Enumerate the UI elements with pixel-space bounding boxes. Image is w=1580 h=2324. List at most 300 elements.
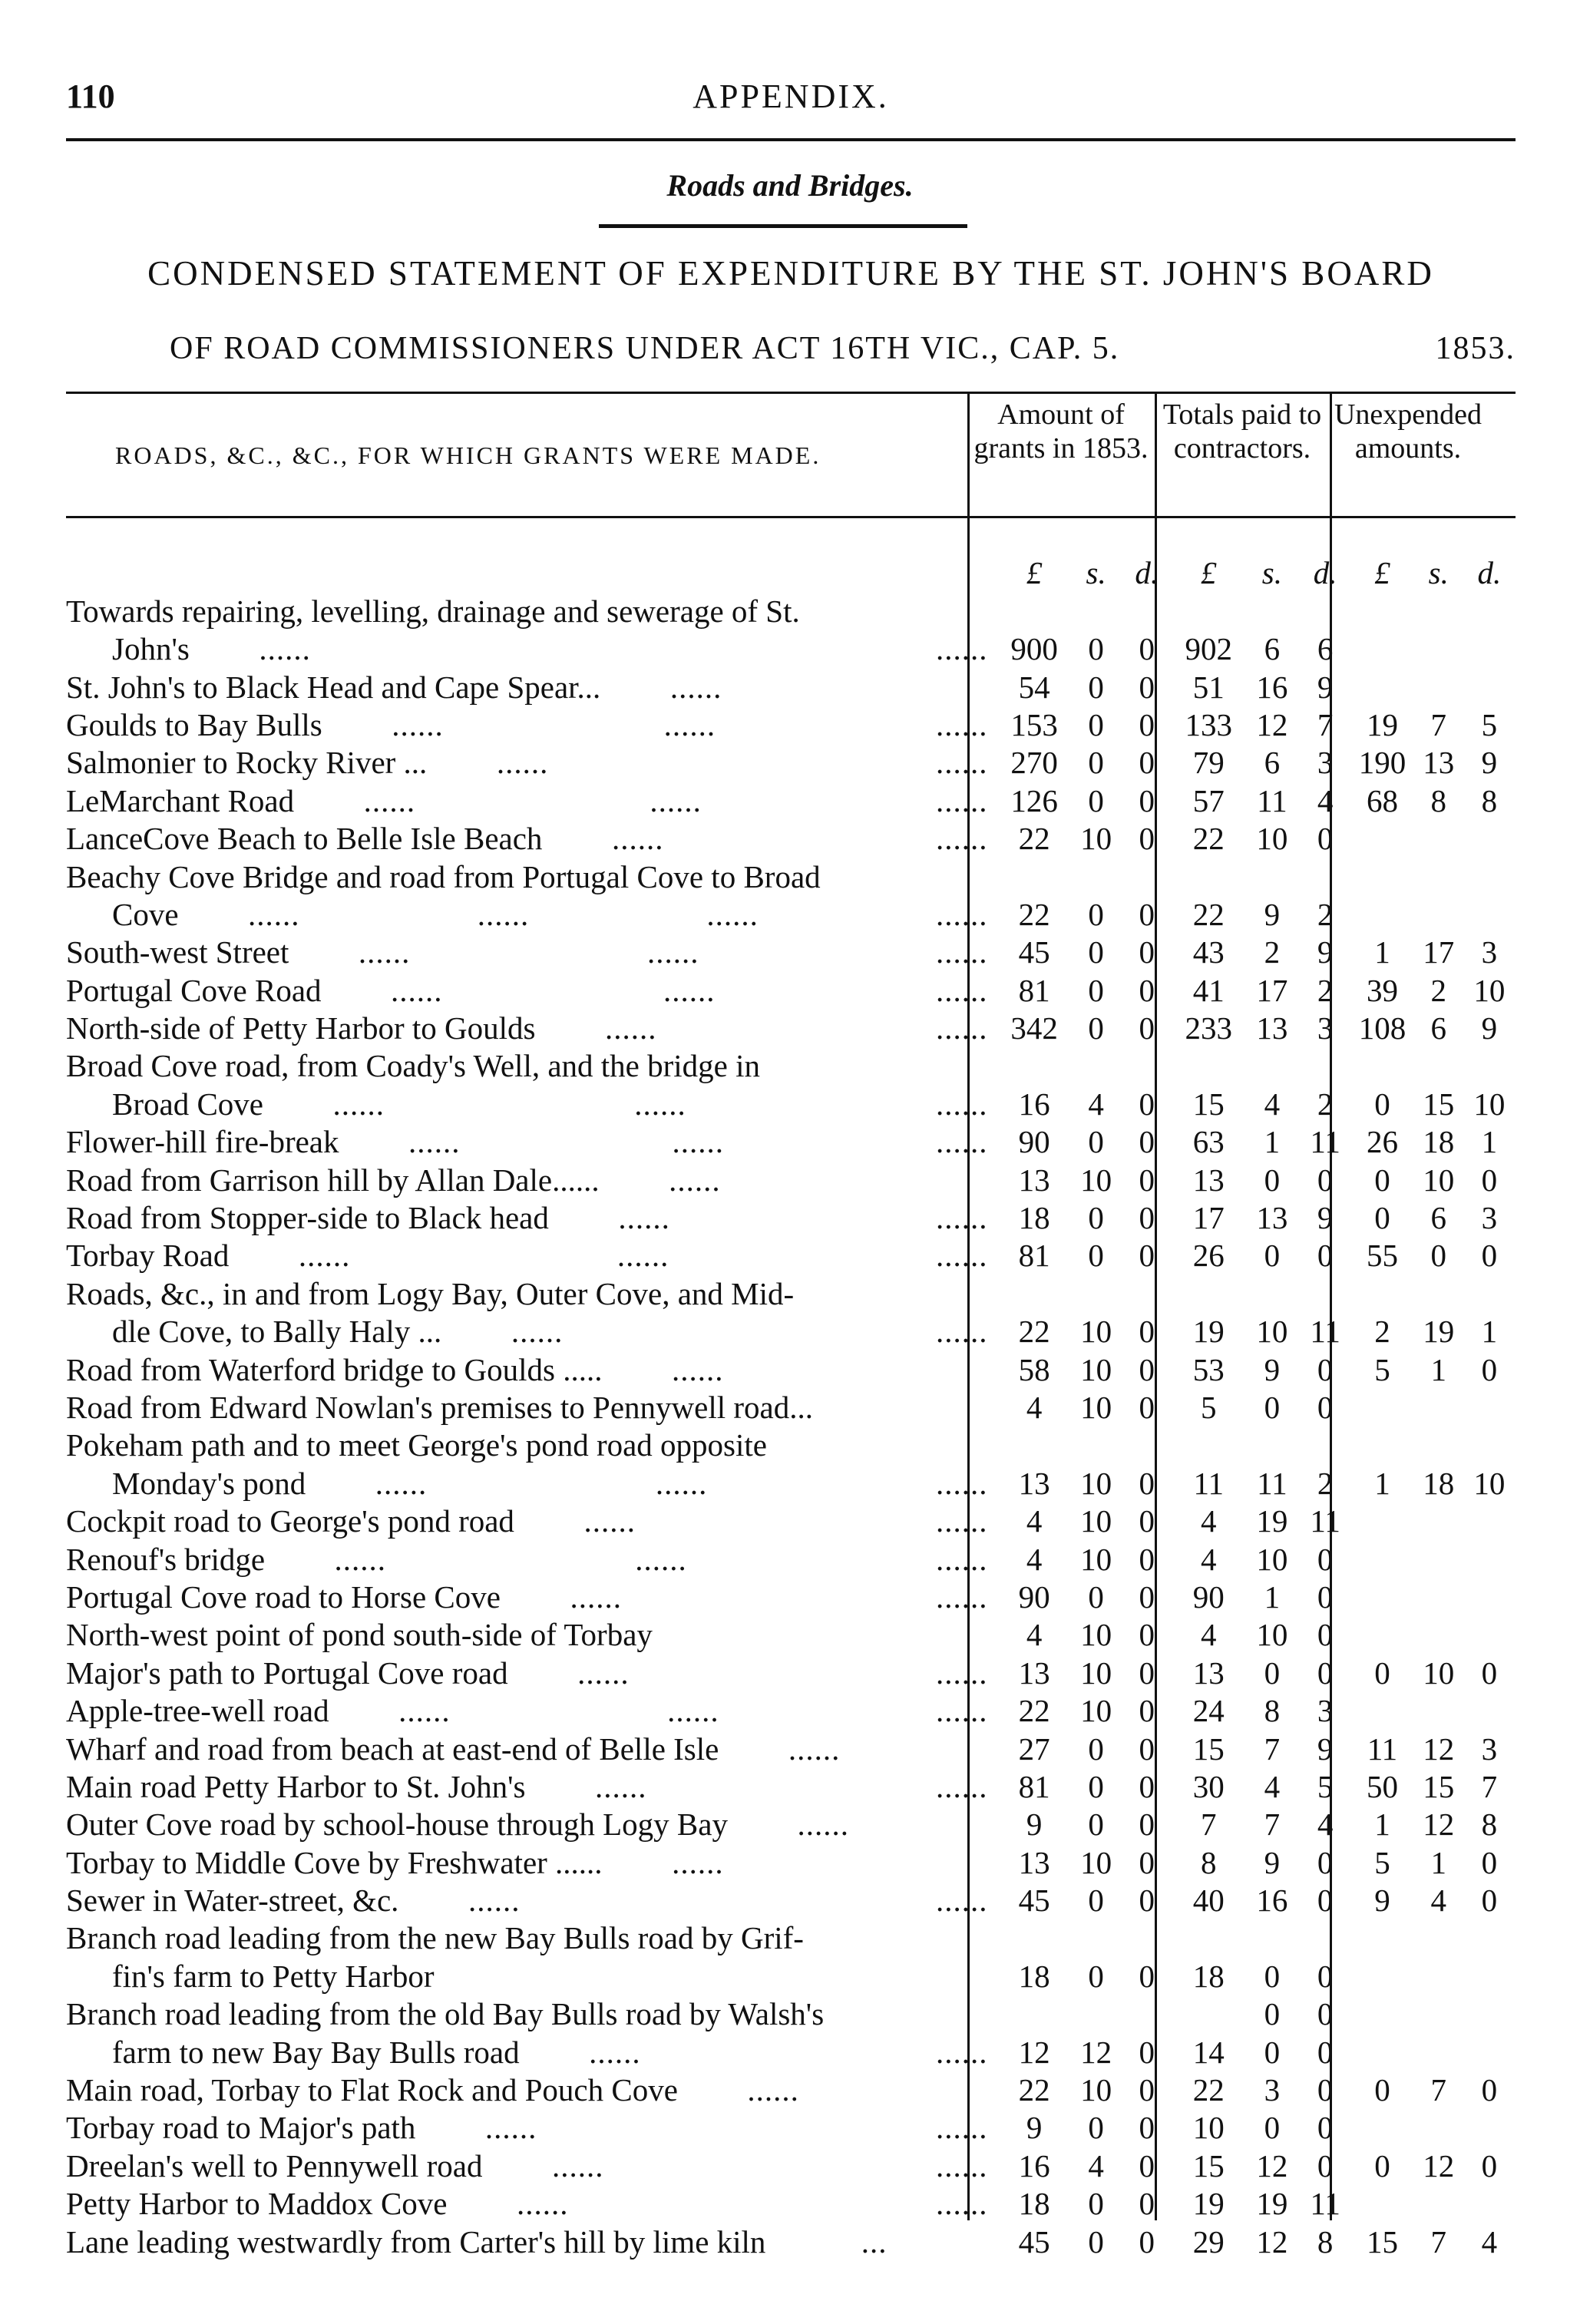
leader-dot-group: ...... (484, 2110, 537, 2146)
row-description-wrap (66, 1351, 997, 1389)
leader-dot-group: ...... (936, 1465, 988, 1501)
row-description-wrap (66, 630, 997, 668)
grant-shillings (1072, 858, 1121, 895)
grant-pounds: 22 (1018, 821, 1050, 857)
leader-dot-group: ...... (616, 1238, 669, 1274)
unexpended-pence: 7 (1481, 1768, 1498, 1804)
grant-pence: 0 (1139, 896, 1155, 932)
grant-shillings: 10 (1080, 1844, 1112, 1880)
grant-shillings: 0 (1088, 1238, 1104, 1274)
leader-dots (427, 744, 987, 782)
row-description-wrap (66, 2185, 997, 2223)
row-description: LanceCove Beach to Belle Isle Beach (66, 821, 543, 857)
unexpended-shillings: 18 (1423, 1465, 1455, 1501)
unexpended-shillings: 7 (1430, 706, 1447, 742)
row-description-cell (66, 1730, 997, 1767)
paid-shillings: 12 (1256, 706, 1288, 742)
paid-shillings: 0 (1264, 1162, 1281, 1198)
paid-shillings (1244, 858, 1300, 895)
leader-dot-group: ...... (936, 1883, 988, 1919)
grant-shillings: 4 (1088, 2147, 1104, 2184)
paid-pence: 4 (1317, 1807, 1334, 1843)
grant-pence: 0 (1139, 1238, 1155, 1274)
paid-pounds: 19 (1192, 2186, 1225, 2222)
unexpended-shillings: 15 (1423, 1086, 1455, 1122)
leader-dots (765, 2223, 987, 2261)
leader-dot-group: ...... (672, 1124, 725, 1160)
paid-shillings: 9 (1264, 1844, 1281, 1880)
leader-dot-group: ...... (936, 1314, 988, 1350)
leader-dot-group: ...... (570, 1579, 622, 1615)
grant-pounds: 342 (1010, 1010, 1058, 1046)
grant-pence: 0 (1139, 706, 1155, 742)
grant-pence (1121, 1426, 1173, 1464)
row-description-cell (66, 1768, 997, 1806)
unexpended-pence: 9 (1481, 1010, 1498, 1046)
unit-label: £ (1026, 555, 1043, 591)
grant-pence (1121, 858, 1173, 895)
row-description-wrap (66, 1768, 997, 1806)
row-description-cell (66, 1313, 997, 1350)
leader-dots (603, 1351, 988, 1389)
grant-shillings: 4 (1088, 1086, 1104, 1122)
paid-pounds: 63 (1192, 1124, 1225, 1160)
unexpended-pounds: 0 (1374, 2072, 1390, 2108)
unexpended-shillings: 18 (1423, 1124, 1455, 1160)
grant-pounds (997, 1274, 1072, 1312)
unexpended-pounds (1350, 1540, 1414, 1578)
leader-dot-group: ...... (408, 1124, 461, 1160)
grant-pence: 0 (1139, 1883, 1155, 1919)
grant-shillings (1072, 592, 1121, 630)
grant-pounds: 16 (1018, 1086, 1050, 1122)
leader-dot-group: ...... (936, 1124, 988, 1160)
row-description: Portugal Cove road to Horse Cove (66, 1579, 501, 1615)
grant-pounds: 4 (1026, 1617, 1043, 1653)
grant-pounds: 13 (1018, 1465, 1050, 1501)
paid-shillings: 7 (1264, 1731, 1281, 1767)
row-description: South-west Street (66, 934, 289, 970)
leader-dot-group: ...... (936, 1503, 988, 1539)
grant-pounds: 81 (1018, 1768, 1050, 1804)
leader-dot-group: ...... (747, 2072, 799, 2108)
table-row (66, 1274, 1516, 1312)
row-description-cell (66, 2109, 997, 2147)
leader-dot-group: ...... (635, 1541, 687, 1577)
grant-pence: 0 (1139, 1541, 1155, 1577)
header-rule (66, 138, 1516, 141)
leader-dot-group: ...... (936, 1200, 988, 1236)
leader-dot-group: ...... (392, 706, 444, 742)
grant-pounds: 22 (1018, 2072, 1050, 2108)
unexpended-pounds: 1 (1374, 934, 1390, 970)
unexpended-pence: 3 (1481, 934, 1498, 970)
leader-dot-group: ...... (672, 1351, 724, 1387)
row-description-wrap (66, 1616, 997, 1654)
grant-shillings: 10 (1080, 1655, 1112, 1691)
paid-shillings: 10 (1256, 1541, 1288, 1577)
leader-dot-group: ...... (669, 1162, 721, 1198)
paid-shillings: 9 (1264, 1351, 1281, 1387)
grant-pounds: 45 (1018, 1883, 1050, 1919)
unexpended-pounds: 0 (1374, 2147, 1390, 2184)
row-description-wrap (66, 1123, 997, 1161)
row-description-wrap (66, 1465, 997, 1503)
paid-pence: 3 (1317, 745, 1334, 781)
unexpended-pence: 0 (1481, 1351, 1498, 1387)
grant-pence: 0 (1139, 1503, 1155, 1539)
row-description: Torbay road to Major's path (66, 2110, 416, 2146)
grant-shillings: 10 (1080, 1617, 1112, 1653)
leader-dot-group: ...... (672, 1844, 724, 1880)
leader-dots (600, 1162, 988, 1199)
row-description-cell (66, 820, 997, 858)
row-description: Apple-tree-well road (66, 1693, 329, 1729)
row-description: Cockpit road to George's pond road (66, 1503, 514, 1539)
grant-shillings (1072, 1995, 1121, 2033)
paid-pounds: 15 (1192, 2147, 1225, 2184)
leader-dot-group: ...... (706, 896, 759, 932)
grant-pence: 0 (1139, 1693, 1155, 1729)
table-row (66, 592, 1516, 630)
row-description: North-side of Petty Harbor to Goulds (66, 1010, 536, 1046)
paid-pence (1300, 858, 1350, 895)
row-description-cell (66, 1426, 997, 1464)
row-description: Cove (112, 896, 179, 932)
unexpended-shillings (1414, 1540, 1463, 1578)
table-row (66, 1085, 1516, 1122)
paid-pounds (1173, 1274, 1244, 1312)
section-title: Roads and Bridges. (666, 168, 914, 203)
unexpended-shillings: 6 (1430, 1200, 1447, 1236)
paid-pounds: 17 (1192, 1200, 1225, 1236)
paid-pence: 0 (1317, 1996, 1334, 2032)
table-row (66, 1199, 1516, 1237)
unexpended-pence (1463, 1503, 1516, 1540)
grant-pence: 0 (1139, 821, 1155, 857)
row-description-wrap (66, 1844, 997, 1882)
grant-shillings: 0 (1088, 2186, 1104, 2222)
paid-pounds: 90 (1192, 1579, 1225, 1615)
grant-shillings: 10 (1080, 1351, 1112, 1387)
paid-pence: 0 (1317, 2147, 1334, 2184)
paid-pounds: 8 (1201, 1844, 1217, 1880)
leader-dot-group: ...... (611, 821, 664, 857)
row-description-cell (66, 2147, 997, 2184)
leader-dot-group: ... (861, 2223, 888, 2260)
unexpended-shillings: 12 (1423, 1731, 1455, 1767)
expenditure-table (66, 554, 1516, 2261)
paid-shillings: 11 (1257, 782, 1287, 818)
paid-pounds: 13 (1192, 1655, 1225, 1691)
row-description-cell (66, 1389, 997, 1426)
table-row (66, 1047, 1516, 1085)
unexpended-pounds: 5 (1374, 1844, 1390, 1880)
paid-pence: 0 (1317, 1844, 1334, 1880)
paid-pence: 0 (1317, 1617, 1334, 1653)
paid-shillings: 1 (1264, 1124, 1281, 1160)
paid-pence: 0 (1317, 1541, 1334, 1577)
grant-shillings: 0 (1088, 706, 1104, 742)
unexpended-shillings (1414, 1995, 1463, 2033)
grant-pence: 0 (1139, 1617, 1155, 1653)
paid-shillings (1244, 1047, 1300, 1085)
row-description-cell (66, 1123, 997, 1161)
unexpended-pounds: 0 (1374, 1655, 1390, 1691)
unexpended-pence (1463, 668, 1516, 706)
grant-shillings: 0 (1088, 1579, 1104, 1615)
grant-shillings: 10 (1080, 1465, 1112, 1501)
unexpended-pounds (1350, 1274, 1414, 1312)
paid-pounds: 40 (1192, 1883, 1225, 1919)
unexpended-pounds: 11 (1367, 1731, 1398, 1767)
row-description: Road from Edward Nowlan's premises to Pennywell road... (66, 1389, 813, 1425)
unexpended-shillings (1414, 1389, 1463, 1426)
grant-shillings: 0 (1088, 972, 1104, 1008)
unexpended-pence: 3 (1481, 1731, 1498, 1767)
grant-shillings: 10 (1080, 1314, 1112, 1350)
table-row (66, 1995, 1516, 2033)
paid-pence: 8 (1317, 2223, 1334, 2260)
row-description-cell (66, 1995, 997, 2033)
row-description: Sewer in Water-street, &c. (66, 1883, 399, 1919)
leader-dots (179, 896, 988, 934)
grant-pence: 0 (1139, 1465, 1155, 1501)
unit-label: s. (1428, 555, 1449, 591)
unexpended-shillings (1414, 896, 1463, 934)
leader-dot-group: ...... (589, 2034, 641, 2070)
row-description-cell (66, 1579, 997, 1616)
grant-pounds (997, 1047, 1072, 1085)
unexpended-pounds: 15 (1366, 2223, 1398, 2260)
unexpended-shillings: 10 (1423, 1655, 1455, 1691)
grant-pence: 0 (1139, 2034, 1155, 2070)
unexpended-shillings (1414, 858, 1463, 895)
row-description: dle Cove, to Bally Haly ... (112, 1314, 442, 1350)
row-description-wrap (66, 934, 997, 971)
leader-dot-group: ...... (936, 1579, 988, 1615)
grant-pounds: 54 (1018, 669, 1050, 705)
unexpended-pence (1463, 1579, 1516, 1616)
grant-pence: 0 (1139, 631, 1155, 667)
unexpended-pounds: 5 (1374, 1351, 1390, 1387)
unexpended-pence (1463, 1274, 1516, 1312)
grant-pence: 0 (1139, 669, 1155, 705)
unexpended-pounds (1350, 1579, 1414, 1616)
unexpended-pence: 0 (1481, 1238, 1498, 1274)
grant-pence (1121, 1274, 1173, 1312)
grant-shillings (1072, 1047, 1121, 1085)
unexpended-shillings (1414, 2109, 1463, 2147)
table-row (66, 1161, 1516, 1198)
row-description-cell (66, 1237, 997, 1274)
paid-pounds (1173, 858, 1244, 895)
unexpended-shillings (1414, 2185, 1463, 2223)
row-description: Torbay Road (66, 1238, 230, 1274)
paid-pence: 0 (1317, 2034, 1334, 2070)
unexpended-pence: 1 (1481, 1314, 1498, 1350)
unexpended-pence (1463, 1047, 1516, 1085)
unexpended-pounds (1350, 1995, 1414, 2033)
grant-shillings: 0 (1088, 934, 1104, 970)
unexpended-pounds: 1 (1374, 1807, 1390, 1843)
unexpended-pence (1463, 1995, 1516, 2033)
grant-pence: 0 (1139, 972, 1155, 1008)
row-description-wrap (66, 1503, 997, 1540)
table-row (66, 1882, 1516, 1919)
unexpended-pence (1463, 1692, 1516, 1730)
unexpended-pence (1463, 1389, 1516, 1426)
unit-label: d. (1135, 555, 1159, 591)
row-description-wrap (66, 2147, 997, 2185)
leader-dot-group: ...... (298, 1238, 351, 1274)
grant-pounds (997, 858, 1072, 895)
grant-pounds (997, 1919, 1072, 1957)
row-description-wrap (66, 1162, 997, 1199)
paid-pence: 9 (1317, 1200, 1334, 1236)
row-description: Main road Petty Harbor to St. John's (66, 1768, 526, 1804)
leader-dots (294, 782, 987, 820)
paid-shillings: 9 (1264, 896, 1281, 932)
leader-dot-group: ...... (646, 934, 699, 970)
paid-pounds: 233 (1185, 1010, 1233, 1046)
unexpended-pounds (1350, 1389, 1414, 1426)
leader-dot-group: ...... (391, 972, 443, 1008)
row-description: Branch road leading from the old Bay Bulls road by Walsh's (66, 1996, 825, 2032)
leader-dots (603, 1844, 988, 1882)
table-row (66, 1503, 1516, 1540)
row-description-cell (66, 2185, 997, 2223)
leader-dots (289, 934, 987, 971)
unexpended-shillings: 10 (1423, 1162, 1455, 1198)
grant-pence: 0 (1139, 782, 1155, 818)
table-row (66, 668, 1516, 706)
table-top-rule (66, 392, 1516, 394)
leader-dots (329, 1692, 988, 1730)
unexpended-pence: 0 (1481, 1162, 1498, 1198)
unexpended-shillings: 19 (1423, 1314, 1455, 1350)
leader-dot-group: ...... (936, 1655, 988, 1691)
leader-dots (415, 2109, 987, 2147)
grant-shillings: 0 (1088, 1883, 1104, 1919)
paid-shillings: 13 (1256, 1200, 1288, 1236)
grant-pence: 0 (1139, 1844, 1155, 1880)
row-description-cell (66, 1882, 997, 1919)
leader-dot-group: ...... (398, 1693, 451, 1729)
unexpended-shillings (1414, 1503, 1463, 1540)
paid-shillings (1244, 1919, 1300, 1957)
paid-shillings: 19 (1256, 2186, 1288, 2222)
paid-pence: 11 (1310, 1503, 1340, 1539)
unexpended-shillings (1414, 668, 1463, 706)
row-description-cell (66, 782, 997, 819)
unexpended-shillings: 13 (1423, 745, 1455, 781)
row-description: Monday's pond (112, 1465, 306, 1501)
leader-dots (483, 2147, 988, 2185)
leader-dot-group: ...... (663, 972, 716, 1008)
unexpended-pounds (1350, 2109, 1414, 2147)
paid-pounds: 902 (1185, 631, 1233, 667)
grant-shillings: 10 (1080, 1693, 1112, 1729)
leader-dot-group: ...... (468, 1883, 521, 1919)
row-description-cell (66, 1161, 997, 1198)
leader-dots (536, 1010, 988, 1047)
row-description-cell (66, 1085, 997, 1122)
unexpended-pence: 0 (1481, 1883, 1498, 1919)
leader-dot-group: ...... (552, 2147, 604, 2184)
table-row (66, 744, 1516, 782)
leader-dot-group: ...... (797, 1807, 849, 1843)
leader-dot-group: ...... (605, 1010, 657, 1046)
unexpended-pounds (1350, 1616, 1414, 1654)
row-description-wrap (66, 1919, 997, 1957)
table-row (66, 1237, 1516, 1274)
paid-pounds: 133 (1185, 706, 1233, 742)
paid-pence: 9 (1317, 669, 1334, 705)
grant-pence: 0 (1139, 1200, 1155, 1236)
unexpended-pence (1463, 2185, 1516, 2223)
unexpended-pounds (1350, 1426, 1414, 1464)
row-description: St. John's to Black Head and Cape Spear... (66, 669, 601, 705)
row-description-cell (66, 2223, 997, 2260)
grant-shillings: 0 (1088, 2223, 1104, 2260)
unexpended-shillings: 8 (1430, 782, 1447, 818)
paid-pounds (1173, 1047, 1244, 1085)
paid-shillings: 6 (1264, 631, 1281, 667)
row-description-cell (66, 2071, 997, 2109)
grant-shillings: 0 (1088, 1200, 1104, 1236)
grant-pounds: 13 (1018, 1844, 1050, 1880)
grant-pounds: 13 (1018, 1655, 1050, 1691)
paid-pence: 0 (1317, 1389, 1334, 1425)
grant-pence: 0 (1139, 745, 1155, 781)
unexpended-pounds (1350, 896, 1414, 934)
grant-pence: 0 (1139, 1655, 1155, 1691)
paid-pounds: 24 (1192, 1693, 1225, 1729)
paid-pounds: 5 (1201, 1389, 1217, 1425)
grant-pounds (997, 1995, 1072, 2033)
paid-pence: 2 (1317, 896, 1334, 932)
grant-pence: 0 (1139, 1807, 1155, 1843)
paid-pounds: 57 (1192, 782, 1225, 818)
paid-pounds: 15 (1192, 1086, 1225, 1122)
unexpended-pounds (1350, 2033, 1414, 2071)
table-row (66, 2223, 1516, 2260)
unexpended-shillings: 15 (1423, 1768, 1455, 1804)
paid-pence: 2 (1317, 972, 1334, 1008)
table-header-rule (66, 516, 1516, 518)
unexpended-shillings (1414, 630, 1463, 668)
grant-pence: 0 (1139, 2223, 1155, 2260)
paid-pence (1300, 592, 1350, 630)
unit-label: s. (1086, 555, 1106, 591)
paid-shillings: 17 (1256, 972, 1288, 1008)
grant-pounds: 4 (1026, 1541, 1043, 1577)
row-description: Lane leading westwardly from Carter's hill by lime kiln (66, 2223, 766, 2260)
grant-pence (1121, 592, 1173, 630)
paid-pounds: 11 (1193, 1465, 1225, 1501)
paid-pounds: 41 (1192, 972, 1225, 1008)
unexpended-pounds (1350, 1957, 1414, 1995)
paid-pence: 11 (1310, 1124, 1340, 1160)
row-description-wrap (66, 1313, 997, 1350)
table-row (66, 1579, 1516, 1616)
paid-pence: 9 (1317, 934, 1334, 970)
row-description-wrap (66, 1426, 997, 1464)
paid-shillings: 13 (1256, 1010, 1288, 1046)
leader-dots (265, 1541, 987, 1579)
row-description-wrap (66, 1047, 997, 1085)
